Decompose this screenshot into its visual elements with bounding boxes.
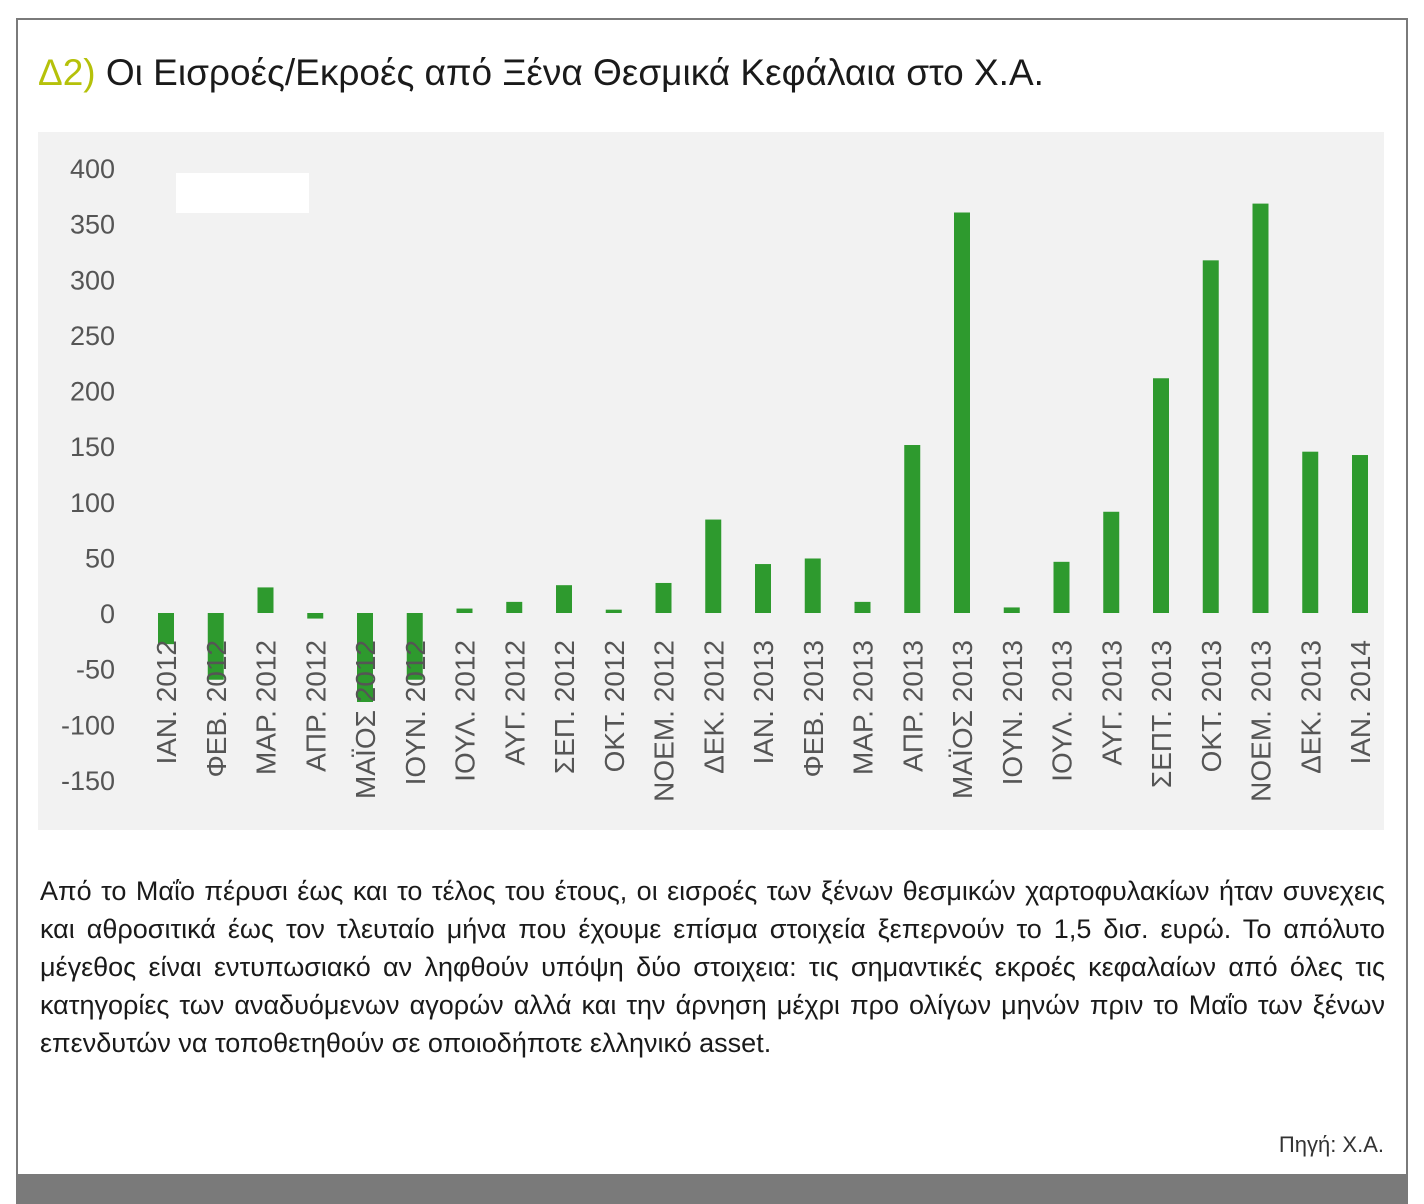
bar	[1203, 260, 1219, 613]
x-category-label: ΦΕΒ. 2012	[200, 640, 232, 778]
bar	[705, 520, 721, 613]
x-category-label: ΜΑΡ. 2012	[250, 640, 282, 775]
x-category-label: ΙΑΝ. 2012	[151, 640, 182, 765]
x-category-label: ΙΑΝ. 2014	[1345, 640, 1376, 765]
bar	[1004, 607, 1020, 613]
figure-code: Δ2)	[38, 52, 96, 93]
x-category-label: ΔΕΚ. 2012	[698, 640, 730, 774]
y-tick-label: 300	[69, 265, 115, 296]
y-tick-label: 150	[69, 432, 115, 463]
bar	[1153, 378, 1169, 613]
x-category-label: ΣΕΠ. 2012	[549, 640, 580, 775]
x-category-label: ΑΥΓ. 2012	[499, 640, 531, 766]
x-category-label: ΟΚΤ. 2012	[598, 640, 630, 773]
bar	[307, 613, 323, 619]
x-category-label: ΑΠΡ. 2012	[300, 640, 332, 772]
x-category-label: ΙΟΥΛ. 2013	[1046, 640, 1078, 782]
x-category-label: ΣΕΠΤ. 2013	[1146, 640, 1177, 789]
source-note: Πηγή: Χ.Α.	[1278, 1132, 1384, 1157]
bar	[805, 558, 821, 613]
x-category-label: ΝΟΕΜ. 2012	[648, 640, 680, 802]
y-tick-label: 350	[69, 209, 115, 240]
x-category-label: ΙΑΝ. 2013	[748, 640, 779, 765]
bar	[855, 602, 871, 613]
bar	[158, 613, 174, 644]
y-tick-label: 50	[84, 543, 115, 574]
y-tick-label: -50	[75, 654, 115, 685]
x-category-label: ΔΕΚ. 2013	[1295, 640, 1327, 774]
bar	[656, 583, 672, 613]
bar	[1103, 512, 1119, 613]
x-category-label: ΜΑΪΟΣ 2013	[947, 640, 978, 799]
x-category-label: ΝΟΕΜ. 2013	[1245, 640, 1277, 802]
bar	[606, 610, 622, 613]
y-tick-label: 400	[69, 154, 115, 184]
y-tick-label: -150	[60, 765, 115, 796]
x-category-label: ΙΟΥΝ. 2013	[996, 640, 1028, 786]
x-category-label: ΙΟΥΝ. 2012	[399, 640, 431, 786]
x-category-label: ΑΥΓ. 2013	[1096, 640, 1128, 766]
x-category-label: ΑΠΡ. 2013	[897, 640, 929, 772]
x-category-label: ΦΕΒ. 2013	[797, 640, 829, 778]
x-category-label: ΜΑΪΟΣ 2012	[350, 640, 381, 799]
bar	[457, 609, 473, 613]
bottom-bar	[16, 1174, 1408, 1204]
y-tick-label: 100	[69, 487, 115, 518]
bar	[1302, 452, 1318, 613]
y-tick-label: 250	[69, 320, 115, 351]
bar	[506, 602, 522, 613]
bar	[556, 585, 572, 613]
bar	[904, 445, 920, 613]
y-tick-label: 0	[99, 599, 115, 629]
bar	[258, 587, 274, 613]
x-category-label: ΜΑΡ. 2013	[847, 640, 879, 775]
x-category-label: ΙΟΥΛ. 2012	[449, 640, 481, 782]
body-paragraph: Από το Μαΐο πέρυσι έως και το τέλος του έτους, οι εισροές των ξένων θεσμικών χαρτοφυλακίων ήταν συνεχεις και αθροσιτικά έως τον τλευταίο μήνα που έχουμε επίσμα στοιχεία ξεπερνούν το 1,5 δισ. ευρώ. Το απόλυτο μέγεθος είναι εντυπωσιακό αν ληφθούν υπόψη δύο στοιχεια: τις σημαντικές εκροές κεφαλαίων από όλες τις κατηγορίες των αναδυόμενων αγορών αλλά και την άρνηση μέχρι προ ολίγων μηνών πριν το Μαΐο των ξένων επενδυτών να τοποθετηθούν σε οποιοδήποτε ελληνικό asset.	[40, 876, 1385, 1058]
x-category-label: ΟΚΤ. 2013	[1195, 640, 1227, 773]
figure-title-text: Οι Εισροές/Εκροές από Ξένα Θεσμικά Κεφάλαια στο Χ.Α.	[105, 52, 1044, 93]
bar	[1253, 204, 1269, 613]
y-tick-label: 200	[69, 376, 115, 407]
bar	[1054, 562, 1070, 613]
bar	[1352, 455, 1368, 613]
bar	[755, 564, 771, 613]
y-tick-label: -100	[60, 710, 115, 741]
bar	[954, 213, 970, 614]
